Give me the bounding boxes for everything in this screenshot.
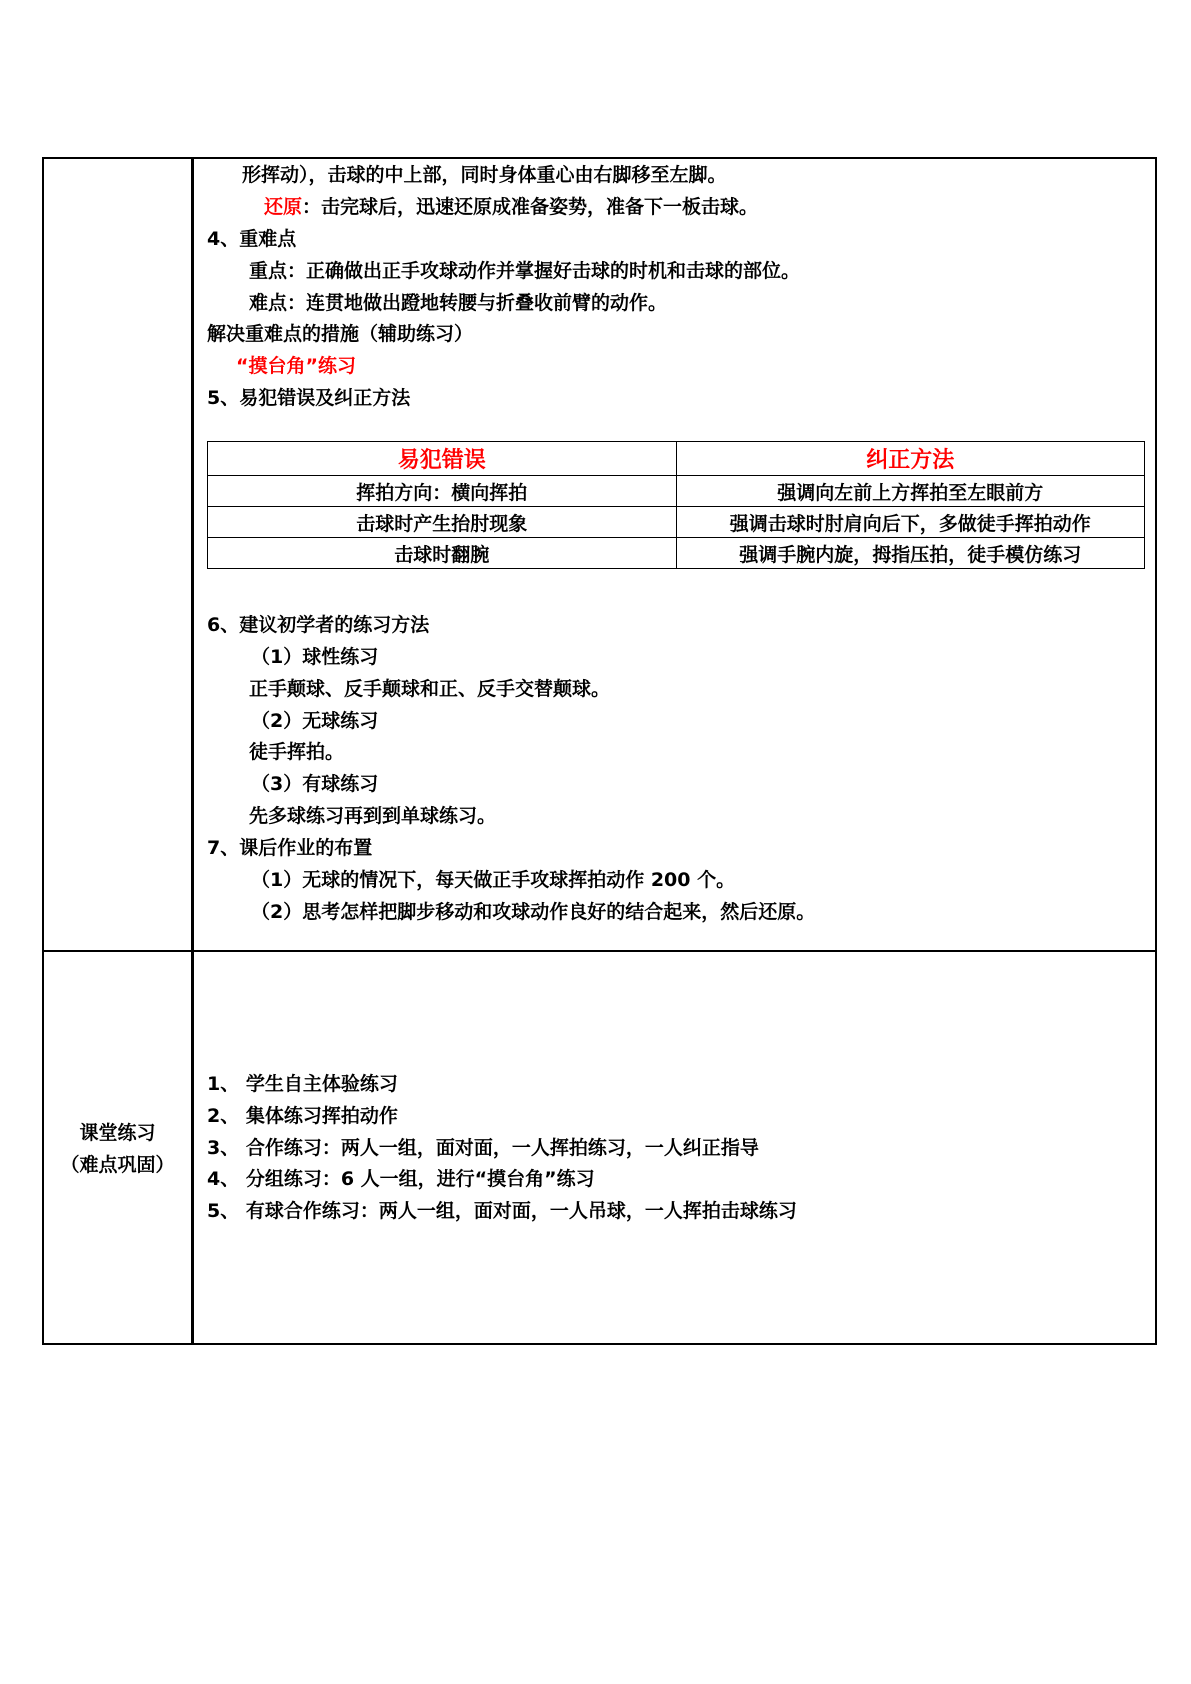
table-row [208,476,1145,507]
table-row [208,507,1145,538]
practice-3-text: 先多球练习再到到单球练习。 [249,805,497,827]
heading-practice-methods: 6、建议初学者的练习方法 [207,614,430,636]
table-cell-correction: 强调击球时肘肩向后下，多做徒手挥拍动作 [676,507,1145,538]
table-header-errors: 易犯错误 [208,442,677,476]
table-cell-correction: 强调向左前上方挥拍至左眼前方 [676,476,1145,507]
table-cell-error: 击球时翻腕 [208,538,677,569]
practice-2-text: 徒手挥拍。 [249,741,345,763]
classroom-sublabel: （难点巩固） [60,1154,175,1176]
table-row [208,538,1145,569]
row-divider [42,950,1157,952]
text-line-restore [264,195,758,219]
restore-label: 还原 [264,196,303,218]
text-key-point: 重点：正确做出正手攻球动作并掌握好击球的时机和击球的部位。 [249,260,801,282]
practice-2-title: （2）无球练习 [251,710,379,732]
heading-key-difficult: 4、重难点 [207,228,297,250]
text-measures-item: “摸台角”练习 [236,355,356,377]
homework-1: （1）无球的情况下，每天做正手攻球挥拍动作 200 个。 [251,869,736,891]
heading-errors: 5、易犯错误及纠正方法 [207,387,411,409]
classroom-item-1: 1、 学生自主体验练习 [207,1073,398,1095]
heading-homework: 7、课后作业的布置 [207,837,373,859]
classroom-item-2: 2、 集体练习挥拍动作 [207,1105,398,1127]
practice-1-title: （1）球性练习 [251,646,379,668]
table-cell-error: 挥拍方向：横向挥拍 [208,476,677,507]
table-cell-correction: 强调手腕内旋，拇指压拍，徒手模仿练习 [676,538,1145,569]
text-difficult-point: 难点：连贯地做出蹬地转腰与折叠收前臂的动作。 [249,292,668,314]
restore-text: ：击完球后，迅速还原成准备姿势，准备下一板击球。 [302,196,759,218]
table-header-row [208,442,1145,476]
error-correction-table [207,441,1145,569]
practice-1-text: 正手颠球、反手颠球和正、反手交替颠球。 [249,678,611,700]
classroom-label: 课堂练习 [79,1122,156,1144]
classroom-item-3: 3、 合作练习：两人一组，面对面，一人挥拍练习，一人纠正指导 [207,1137,759,1159]
text-line-swing: 形挥动），击球的中上部，同时身体重心由右脚移至左脚。 [242,164,727,186]
table-header-corrections: 纠正方法 [676,442,1145,476]
classroom-item-5: 5、 有球合作练习：两人一组，面对面，一人吊球，一人挥拍击球练习 [207,1200,797,1222]
practice-3-title: （3）有球练习 [251,773,379,795]
classroom-item-4: 4、 分组练习：6 人一组，进行“摸台角”练习 [207,1168,595,1190]
heading-measures: 解决重难点的措施（辅助练习） [207,323,474,345]
column-divider [191,157,194,1345]
homework-2: （2）思考怎样把脚步移动和攻球动作良好的结合起来，然后还原。 [251,901,816,923]
table-cell-error: 击球时产生抬肘现象 [208,507,677,538]
